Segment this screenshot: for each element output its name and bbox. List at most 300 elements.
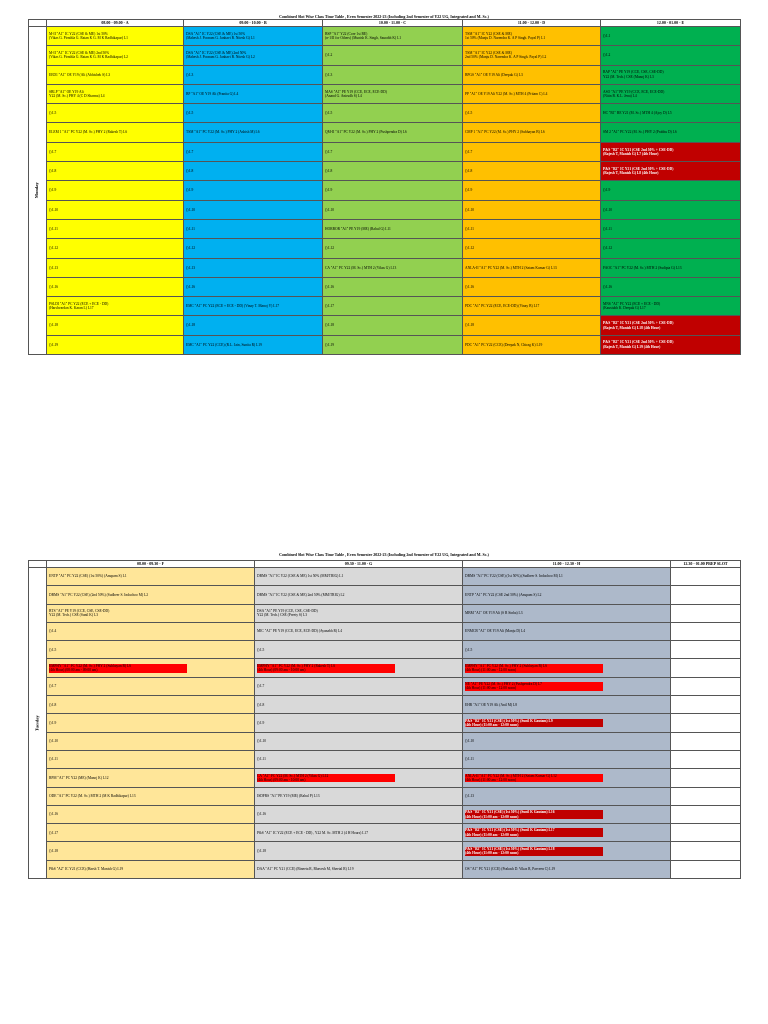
class-slot-text — [257, 849, 460, 853]
instructor-line: 2nd 50% (Manju D. Narendra K. A P Singh. Payal P) L2 — [465, 55, 547, 60]
class-slot-cell — [671, 805, 741, 823]
class-slot-text — [257, 812, 460, 816]
class-slot-cell — [463, 65, 601, 84]
class-slot-text — [49, 593, 252, 597]
class-slot-cell — [601, 239, 741, 258]
class-slot-text — [257, 721, 460, 725]
course-line: HC "B1" BE Y21 (M. Sc.) MTH 4 (Ajoy D) L5 — [603, 111, 672, 116]
class-slot-cell — [184, 46, 323, 65]
slot-header: 12.00 - 01.00 - E — [601, 20, 741, 27]
class-slot-cell — [184, 239, 323, 258]
class-slot-text — [186, 323, 320, 327]
course-line: () L18 — [49, 323, 59, 328]
course-line: () L5 — [465, 647, 473, 652]
course-line: () L18 — [257, 848, 267, 853]
class-slot-cell — [671, 586, 741, 604]
class-slot-text — [186, 92, 320, 96]
course-line: P&S "B2" IC Y21 (CSE) (1st 50%) (Sunil K Gautam) L9 — [465, 718, 553, 723]
course-line: ODE "A1" PC Y22 (M. Sc.) MTH 2 (M K Radhikapur) L13 — [49, 794, 136, 798]
class-slot-cell — [671, 641, 741, 659]
day-label — [29, 27, 47, 355]
course-line: ENTP "A1" PC Y22 (CSE) (1st 50%) (Anupam S) L1 — [49, 574, 127, 579]
class-slot-cell — [184, 142, 323, 161]
class-slot-cell — [671, 860, 741, 878]
class-slot-text — [603, 285, 738, 289]
monday-timetable — [28, 19, 741, 355]
course-line: P&S "B2" IC Y21 (CSE 2nd 50% + CSE-DD) — [603, 166, 674, 171]
instructor-line: (Nitin B. K.L. Jena) L4 — [603, 94, 637, 99]
class-slot-cell — [47, 787, 255, 805]
class-slot-cell — [463, 239, 601, 258]
course-line: () L9 — [603, 188, 611, 193]
class-slot-text — [186, 188, 320, 192]
course-line: () L10 — [325, 207, 335, 212]
instructor-line: (Mahesh J. Poonam G. Janhavi B. Nitesh G) L1 — [186, 36, 255, 41]
class-slot-cell — [463, 316, 601, 335]
timetable-row — [29, 842, 741, 860]
class-slot-cell — [463, 258, 601, 277]
course-line: DBMS "A1" IC Y22 (CSE & ME) 1st 50% (MM/TRIG) L1 — [257, 574, 344, 579]
class-slot-text — [49, 703, 252, 707]
day-label — [29, 568, 47, 879]
class-slot-text — [49, 130, 181, 134]
course-line: () L5 — [257, 647, 265, 652]
class-slot-text — [257, 629, 460, 633]
class-slot-text — [603, 188, 738, 192]
course-line: () L16 — [465, 284, 475, 289]
class-slot-cell — [463, 677, 671, 695]
class-slot-text — [49, 150, 181, 154]
course-line: DBMS "A1" PC Y22 (CSE) (2nd 50%) (Sudheer S. Induchoo M) L2 — [49, 592, 149, 597]
class-slot-cell — [463, 27, 601, 46]
timetable-row — [29, 335, 741, 354]
class-slot-cell — [255, 586, 463, 604]
course-line: TSM "A1" IC Y22 (CSE & ME) — [465, 31, 512, 36]
course-line: () L7 — [186, 149, 194, 154]
class-slot-cell — [47, 200, 184, 219]
timetable-row — [29, 696, 741, 714]
table1-title: Combined Slot Wise Class Time Table , Even Semester 2022-23 (Including 2nd Semester of Y22 UG, Integrated and M. Sc.) — [279, 14, 489, 19]
class-slot-text — [325, 73, 460, 77]
course-line: () L1 — [603, 33, 611, 38]
class-slot-text — [186, 304, 320, 308]
class-slot-cell — [47, 732, 255, 750]
table2-title: Combined Slot Wise Class Time Table , Even Semester 2022-23 (Including 2nd Semester of Y22 UG, Integrated and M. Sc.) — [279, 552, 489, 557]
class-slot-text — [49, 266, 181, 270]
class-slot-cell — [601, 46, 741, 65]
class-slot-cell — [47, 27, 184, 46]
class-slot-text — [465, 130, 598, 134]
course-line: () L10 — [49, 739, 59, 744]
class-slot-text — [465, 266, 598, 270]
course-line: () L11 — [603, 226, 612, 231]
class-slot-cell — [47, 604, 255, 622]
course-line: () L8 — [49, 702, 57, 707]
class-slot-cell — [47, 239, 184, 258]
course-line: () L5 — [49, 647, 57, 652]
course-line: EMPHY "A1" PC Y22 (M. Sc.) PHY 2 (Subhayan B) L6 — [465, 663, 547, 668]
class-slot-text — [465, 810, 603, 819]
class-slot-text — [465, 227, 598, 231]
class-slot-cell — [463, 277, 601, 296]
course-line: () L9 — [257, 720, 265, 725]
class-slot-text — [49, 664, 187, 673]
course-line: () L10 — [465, 207, 475, 212]
class-slot-cell — [47, 181, 184, 200]
instructor-line: (Vikas G. Pirnthla G. Ratan K G. M K Radhikapur) L1 — [49, 36, 128, 41]
class-slot-text — [257, 609, 460, 618]
course-line: BSP "A1" Y22 (Core 1st BE) — [325, 31, 368, 36]
course-line: () L3 — [186, 72, 194, 77]
class-slot-text — [603, 90, 738, 99]
course-line: DSA "A1" IC Y22 (CSE & ME) 1st 50% — [186, 31, 246, 36]
class-slot-text — [603, 246, 738, 250]
class-slot-cell — [463, 696, 671, 714]
class-slot-text — [465, 664, 603, 673]
timetable-row — [29, 769, 741, 787]
class-slot-text — [186, 169, 320, 173]
class-slot-text — [325, 343, 460, 347]
course-line: BAP "A1" PE Y19 (CCE, CSE, CSE-DD) — [603, 70, 664, 75]
class-slot-cell — [184, 104, 323, 123]
class-slot-cell — [601, 65, 741, 84]
course-line: () L9 — [465, 188, 473, 193]
class-slot-cell — [463, 142, 601, 161]
class-slot-cell — [47, 769, 255, 787]
class-slot-text — [465, 648, 668, 652]
class-slot-text — [603, 167, 738, 176]
class-slot-cell — [255, 732, 463, 750]
class-slot-text — [49, 794, 252, 798]
class-slot-cell — [463, 641, 671, 659]
class-slot-text — [603, 148, 738, 157]
class-slot-text — [465, 629, 668, 633]
class-slot-text — [603, 53, 738, 57]
class-slot-text — [186, 73, 320, 77]
class-slot-cell — [463, 842, 671, 860]
class-slot-text — [186, 32, 320, 41]
course-line: () L10 — [257, 739, 267, 744]
class-slot-text — [257, 703, 460, 707]
course-line: () L18 — [465, 323, 475, 328]
class-slot-cell — [323, 297, 463, 316]
course-line: FAOC "A1" PC Y22 (M. Sc.) MTH 2 (Sudipta G) L13 — [603, 265, 682, 270]
course-line: P&S "B2" IC Y21 (CSE 2nd 50% + CSE-DD) — [603, 321, 674, 326]
course-line: BPGS "A1" OE Y19 Ali (Deepak G) L3 — [465, 72, 523, 77]
course-line: () L11 — [257, 757, 266, 762]
class-slot-text — [603, 340, 738, 349]
class-slot-cell — [255, 860, 463, 878]
class-slot-text — [465, 611, 668, 615]
instructor-line: (Rajesh T, Manish G) L8 (4th Hour) — [603, 171, 659, 176]
class-slot-text — [49, 629, 252, 633]
course-line: () L16 — [186, 284, 196, 289]
class-slot-cell — [463, 162, 601, 181]
class-slot-cell — [323, 84, 463, 103]
course-line: () L9 — [49, 188, 57, 193]
class-slot-cell — [601, 181, 741, 200]
course-line: P&S "B2" IC Y21 (CSE 2nd 50% + CSE-DD) — [603, 147, 674, 152]
class-slot-cell — [671, 769, 741, 787]
timetable-row — [29, 142, 741, 161]
class-slot-text — [49, 812, 252, 816]
class-slot-text — [465, 719, 603, 728]
class-slot-cell — [601, 335, 741, 354]
class-slot-cell — [47, 219, 184, 238]
course-line: P&S "B2" IC Y21 (CSE) (1st 50%) (Sunil K Gautam) L18 — [465, 846, 555, 851]
class-slot-text — [465, 739, 668, 743]
class-slot-cell — [47, 659, 255, 677]
class-slot-cell — [463, 622, 671, 640]
course-line: TSM "A1" PC Y22 (M. Sc.) PHY 2 (Ashish M) L6 — [186, 130, 260, 135]
class-slot-text — [465, 828, 603, 837]
class-slot-text — [49, 323, 181, 327]
class-slot-cell — [47, 714, 255, 732]
class-slot-text — [465, 73, 598, 77]
class-slot-text — [186, 266, 320, 270]
class-slot-text — [325, 111, 460, 115]
timetable-row — [29, 123, 741, 142]
class-slot-cell — [47, 65, 184, 84]
class-slot-text — [603, 34, 738, 38]
class-slot-cell — [463, 732, 671, 750]
course-line: NE "A1" PE Y22 (M. Sc.) PHY 2 (Pushpendra D) L7 — [465, 682, 542, 687]
class-slot-cell — [47, 568, 255, 586]
class-slot-cell — [47, 677, 255, 695]
class-slot-text — [49, 188, 181, 192]
course-line: EMC "A1" PC Y22 (ECE + ECE - DD) (Vinay T. Manoj V) L17 — [186, 304, 280, 309]
course-line: () L12 — [49, 246, 59, 251]
course-line: () L7 — [325, 149, 333, 154]
course-line: () L11 — [49, 226, 58, 231]
class-slot-text — [325, 130, 460, 134]
class-slot-cell — [463, 568, 671, 586]
class-slot-text — [49, 849, 252, 853]
course-line: ENMCB "A1" OE Y19 Ali (Manju D) L4 — [465, 629, 525, 634]
course-line: ANLA-II "A1" PC Y22 (M. Sc.) MTH 2 (Satam Kumar G) L12 — [465, 773, 557, 778]
class-slot-cell — [184, 123, 323, 142]
course-line: PDC "A1" PC Y22 (ECE, ECE-DD) (Vinay B) L17 — [465, 304, 540, 309]
course-line: EED1 "A1" OE Y19 (Ali (Abhishek S) L3 — [49, 72, 111, 77]
course-line: () L9 — [186, 188, 194, 193]
class-slot-cell — [463, 104, 601, 123]
class-slot-text — [49, 776, 252, 780]
course-line: PP "A1" OE Y19 Ali Y22 (M. Sc.) MTH 4 (Pritam C) L4 — [465, 91, 548, 96]
class-slot-text — [186, 343, 320, 347]
class-slot-text — [465, 32, 598, 41]
course-line: SM 2 "A1" PC Y22 (M. Sc.) PHY 2 (Prabhu D) L6 — [603, 130, 677, 135]
course-line: () L19 — [49, 342, 59, 347]
course-line: () L16 — [603, 284, 613, 289]
course-line: () L5 — [186, 111, 194, 116]
class-slot-cell — [47, 104, 184, 123]
course-line: () L9 — [325, 188, 333, 193]
class-slot-text — [603, 321, 738, 330]
course-line: MIC "A1" PE Y19 (CCE, ECE, ECE-DD) (Ayanabh R) L4 — [257, 629, 343, 634]
class-slot-text — [325, 53, 460, 57]
course-line: () L4 — [49, 629, 57, 634]
course-line: M-II "A1" IC Y22 (CSE & ME) 1st 50% — [49, 31, 108, 36]
class-slot-cell — [671, 824, 741, 842]
class-slot-cell — [671, 622, 741, 640]
class-slot-cell — [255, 677, 463, 695]
class-slot-text — [465, 574, 668, 578]
class-slot-cell — [47, 860, 255, 878]
class-slot-cell — [671, 732, 741, 750]
timetable-row — [29, 860, 741, 878]
course-line: EMPHY "A1" PC Y22 (M. Sc.) PHY 2 (Rakesh T) L6 — [257, 663, 336, 668]
class-slot-text — [325, 32, 460, 41]
course-line: MBM "A1" OE Y19 Ali (S R Sinha) L3 — [465, 611, 523, 616]
instructor-line: (4th Hour) (09:00 am - 10:00 am) — [257, 668, 306, 673]
course-line: () L5 — [465, 111, 473, 116]
class-slot-cell — [184, 27, 323, 46]
class-slot-text — [603, 302, 738, 311]
class-slot-cell — [463, 335, 601, 354]
timetable-row — [29, 316, 741, 335]
class-slot-text — [325, 246, 460, 250]
class-slot-text — [186, 150, 320, 154]
class-slot-cell — [601, 258, 741, 277]
class-slot-cell — [47, 750, 255, 768]
course-line: () L8 — [257, 702, 265, 707]
course-line: () L18 — [325, 323, 335, 328]
course-line: () L12 — [465, 246, 475, 251]
instructor-line: (4th Hour) (11:00 am - 12:00 noon) — [465, 832, 519, 837]
timetable-row — [29, 200, 741, 219]
class-slot-text — [257, 831, 460, 835]
course-line: () L8 — [325, 169, 333, 174]
course-line: CMP 1 "A1" PC Y22 (M. Sc.) PHY 2 (Subhayan B) L6 — [465, 130, 545, 135]
class-slot-text — [603, 130, 738, 134]
timetable-row — [29, 732, 741, 750]
instructor-line: (Mahesh J. Poonam G. Janhavi B. Nitesh G) L2 — [186, 55, 255, 60]
course-line: P&S "B2" IC Y21 (CSE) (1st 50%) (Sunil K Gautam) L17 — [465, 828, 555, 833]
class-slot-cell — [255, 641, 463, 659]
course-line: () L13 — [49, 265, 59, 270]
course-line: () L5 — [325, 111, 333, 116]
course-line: P&S "B2" IC Y21 (CSE 2nd 50% + CSE-DD) — [603, 340, 674, 345]
instructor-line: (4th Hour) (11:00 am - 12:00 noon) — [465, 668, 517, 673]
instructor-line: (4th Hour) (11:00 am - 12:00 noon) — [465, 723, 519, 728]
class-slot-text — [465, 757, 668, 761]
class-slot-cell — [255, 604, 463, 622]
instructor-line: (4th Hour) (11:00 am - 12:00 noon) — [465, 851, 519, 856]
course-line: () L13 — [465, 794, 475, 798]
class-slot-text — [186, 111, 320, 115]
course-line: MNS "A1" PC Y22 (ECE + ECE - DD) — [603, 301, 661, 306]
course-line: () L16 — [325, 284, 335, 289]
class-slot-text — [49, 831, 252, 835]
class-slot-text — [603, 70, 738, 79]
course-line: () L19 — [325, 342, 335, 347]
timetable-row — [29, 787, 741, 805]
timetable-row — [29, 714, 741, 732]
course-line: () L11 — [465, 757, 474, 762]
class-slot-text — [465, 343, 598, 347]
instructor-line: 1st 50% (Manju D. Narendra K. A P Singh. Payal P) L1 — [465, 36, 546, 41]
class-slot-cell — [47, 696, 255, 714]
timetable-row — [29, 750, 741, 768]
class-slot-cell — [255, 787, 463, 805]
course-line: () L10 — [49, 207, 59, 212]
class-slot-cell — [184, 162, 323, 181]
timetable-row — [29, 162, 741, 181]
class-slot-cell — [601, 316, 741, 335]
class-slot-text — [465, 593, 668, 597]
class-slot-text — [325, 285, 460, 289]
class-slot-cell — [463, 805, 671, 823]
class-slot-text — [49, 169, 181, 173]
class-slot-cell — [463, 586, 671, 604]
course-line: DSA "A1" IC Y22 (CSE & ME) 2nd 50% — [186, 51, 247, 56]
class-slot-cell — [255, 622, 463, 640]
course-line: MAS "A1" PE Y19 (CCE, ECE, ECE-DD) — [325, 89, 387, 94]
class-slot-cell — [323, 104, 463, 123]
class-slot-cell — [255, 805, 463, 823]
class-slot-text — [186, 130, 320, 134]
timetable-row — [29, 622, 741, 640]
class-slot-cell — [671, 714, 741, 732]
course-line: ANLA-II "A1" PC Y22 (M. Sc.) MTH 2 (Satam Kumar G) L13 — [465, 265, 557, 270]
class-slot-cell — [184, 258, 323, 277]
class-slot-cell — [463, 659, 671, 677]
class-slot-text — [49, 867, 252, 871]
timetable-row — [29, 46, 741, 65]
class-slot-cell — [255, 659, 463, 677]
class-slot-text — [465, 246, 598, 250]
class-slot-text — [186, 208, 320, 212]
course-line: () L16 — [49, 812, 59, 817]
class-slot-text — [325, 323, 460, 327]
class-slot-text — [49, 739, 252, 743]
timetable-row — [29, 824, 741, 842]
class-slot-text — [49, 111, 181, 115]
class-slot-text — [186, 246, 320, 250]
class-slot-text — [257, 648, 460, 652]
class-slot-cell — [184, 84, 323, 103]
class-slot-cell — [255, 750, 463, 768]
class-slot-text — [465, 285, 598, 289]
class-slot-cell — [671, 696, 741, 714]
class-slot-cell — [601, 123, 741, 142]
class-slot-cell — [47, 46, 184, 65]
class-slot-text — [603, 266, 738, 270]
slot-header: 08.00 - 09.00 - A — [47, 20, 184, 27]
class-slot-cell — [47, 277, 184, 296]
class-slot-text — [325, 90, 460, 99]
class-slot-cell — [47, 586, 255, 604]
class-slot-cell — [47, 824, 255, 842]
course-line: EMC "A1" PC Y22 (CCE) (R.L. Jain, Sunita R) L19 — [186, 342, 262, 347]
class-slot-cell — [323, 162, 463, 181]
instructor-line: (Harshvardan K. Karan L) L17 — [49, 306, 94, 311]
slot-header: 11.00 - 12.30 - H — [463, 561, 671, 568]
class-slot-cell — [463, 714, 671, 732]
class-slot-cell — [323, 200, 463, 219]
instructor-line: (Anand G. Anirudh S) L4 — [325, 94, 362, 99]
class-slot-cell — [323, 181, 463, 200]
instructor-line: (Vikas G. Pirnthla G. Ratan K G. M K Radhikapur) L2 — [49, 55, 128, 60]
instructor-line: (4th Hour) (11:00 am - 12:00 noon) — [465, 777, 517, 782]
class-slot-text — [186, 227, 320, 231]
instructor-line: (Kaustubh K. Deepak G) L17 — [603, 306, 646, 311]
timetable-row — [29, 297, 741, 316]
class-slot-cell — [601, 27, 741, 46]
course-line: () L11 — [465, 226, 474, 231]
class-slot-text — [465, 794, 668, 798]
course-line: () L17 — [49, 830, 59, 835]
